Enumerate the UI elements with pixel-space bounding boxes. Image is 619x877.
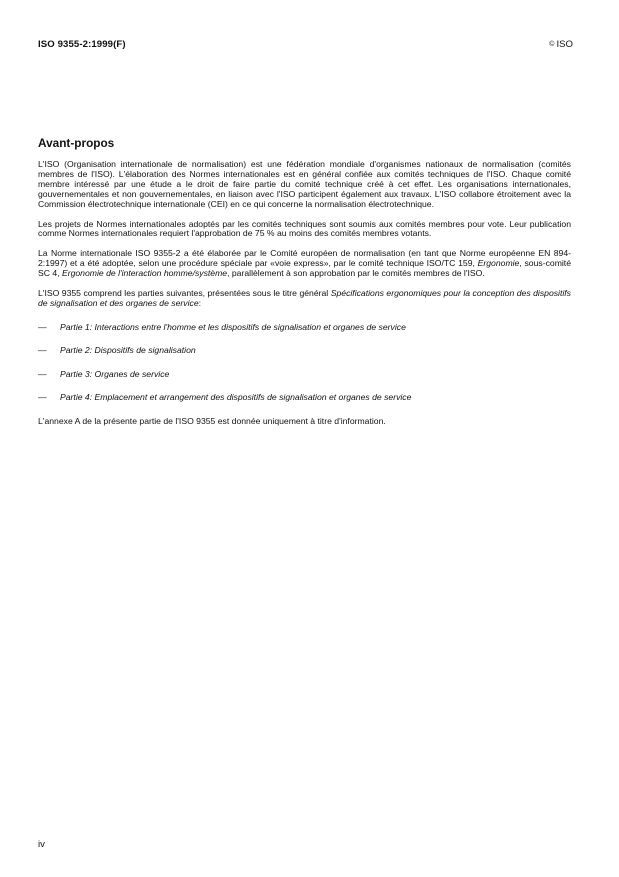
- parts-list: [38, 323, 571, 403]
- copyright-notice: [549, 39, 573, 50]
- text-run: , parallèlement à son approbation par le comités membres de l'ISO.: [227, 268, 485, 279]
- list-dash: —: [38, 368, 47, 379]
- text-run-italic: Ergonomie de l'interaction homme/système: [61, 268, 228, 279]
- paragraph-iso-intro: L'ISO (Organisation internationale de normalisation) est une fédération mondiale d'organismes nationaux de normalisation (comités membres de l'ISO). L'élaboration des Normes internationales est en général confiée aux comités techniques de l'ISO. Chaque comité membre intéressé par une étude a le droit de faire partie du comité technique créé à cet effet. Les organisations internationales, gouvernementales et non gouvernementales, en liaison avec l'ISO participent également aux travaux. L'ISO collabore étroitement avec la Commission électrotechnique internationale (CEI) en ce qui concerne la normalisation électrotechnique.: [38, 159, 571, 209]
- list-item: [38, 393, 571, 403]
- list-dash: —: [38, 345, 47, 356]
- list-dash: —: [38, 321, 47, 332]
- list-dash: —: [38, 392, 47, 403]
- document-id: ISO 9355-2:1999(F): [38, 39, 126, 50]
- copyright-symbol: ©: [549, 41, 555, 48]
- list-item-text: Partie 3: Organes de service: [60, 368, 170, 379]
- paragraph-voting: Les projets de Normes internationales adoptés par les comités techniques sont soumis aux comités membres pour vote. Leur publication comme Normes internationales requiert l'approbation de 75 % au moins des comités membres votants.: [38, 218, 571, 239]
- paragraph-elaboration: [38, 249, 571, 279]
- text-run: :: [198, 297, 202, 308]
- section-title: Avant-propos: [38, 136, 115, 150]
- text-run: L'ISO 9355 comprend les parties suivantes, présentées sous le titre général: [38, 288, 331, 299]
- list-item-text: Partie 4: Emplacement et arrangement des dispositifs de signalisation et organes de service: [60, 392, 412, 403]
- foreword-section: [38, 136, 571, 436]
- list-item-text: Partie 1: Interactions entre l'homme et les dispositifs de signalisation et organes de service: [60, 321, 406, 332]
- text-run-italic: Spécifications ergonomiques pour la conception des dispositifs de signalisation et des organes de service: [38, 288, 571, 308]
- list-item: [38, 370, 571, 380]
- paragraph-parts-intro: [38, 289, 571, 309]
- list-item-text: Partie 2: Dispositifs de signalisation: [60, 345, 196, 356]
- page-number: iv: [38, 839, 45, 850]
- list-item: [38, 323, 571, 333]
- list-item: [38, 346, 571, 356]
- copyright-owner: ISO: [556, 39, 573, 50]
- text-run-italic: Ergonomie: [477, 258, 520, 269]
- text-run: La Norme internationale ISO 9355-2 a été élaborée par le Comité européen de normalisation (en tant que Norme européenne EN 894-2:1997) et a été adoptée, selon une procédure spéciale par «voie express», par le comité technique ISO/TC 159,: [38, 248, 571, 269]
- paragraph-annex: L'annexe A de la présente partie de l'ISO 9355 est donnée uniquement à titre d'information.: [38, 415, 386, 426]
- text-run: , sous-comité SC 4,: [38, 258, 571, 279]
